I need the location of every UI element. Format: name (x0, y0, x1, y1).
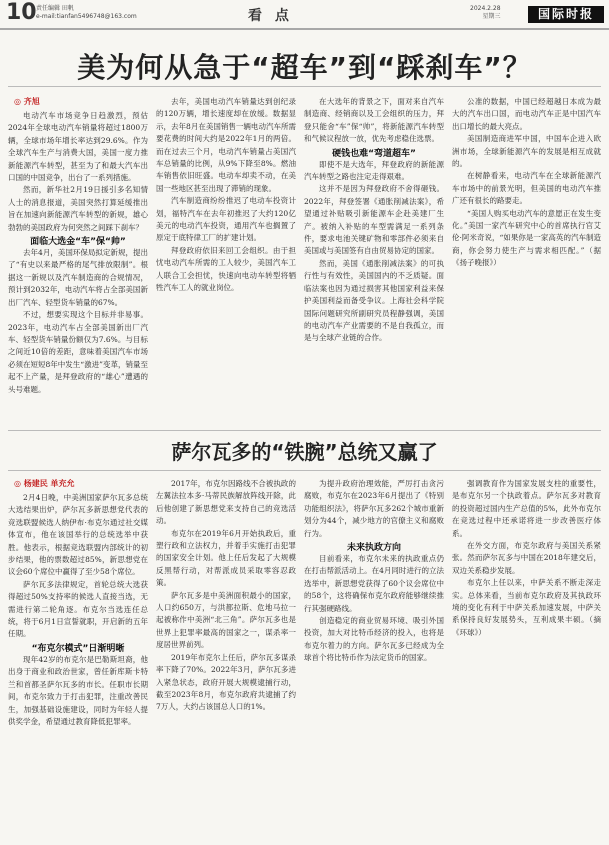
paragraph: 去年4月，美国环保局拟定新规，提出了“有史以来最严格的尾气排放限制”。根据这一新规以及汽车制造商的合规情况，预计到2032年，电动汽车将占全部美国新出厂汽车、轻型货车销量的67%。 (8, 248, 148, 307)
article2-column-1 (8, 492, 148, 837)
paragraph: 2017年，布克尔因路线不合被执政的左翼法拉本多·马蒂民族解放阵线开除，此后他创建了新思想党来支持自己的竞选活动。 (156, 479, 296, 526)
article2-column-3 (304, 478, 444, 837)
issue-date: 2024.2.28 (470, 5, 501, 12)
paragraph: 目前看来，布克尔未来的执政重点仍在打击帮派活动上。在4月同时进行的立法选举中，新思想党获得了60个议会席位中的58个，这将确保布克尔政府能够继续推行其强硬路线。 (304, 554, 444, 613)
divider (8, 86, 601, 87)
article1-column-4 (452, 96, 601, 428)
article2-column-4 (452, 478, 601, 837)
paragraph: 布克尔上任以来，中萨关系不断走深走实。总体来看，当前布克尔政府及其执政环境的变化有利于中萨关系加速发展，中萨关系保持良好发展势头，互利成果丰硕。（摘《环球》） (452, 578, 601, 637)
article2-column-2 (156, 478, 296, 837)
paragraph: 布克尔在2019年6月开始执政后，重塑行政和立法权力，并着手实施打击犯罪的国家安全计划。他上任后发起了大规模反黑帮行动，对帮派成员采取零容忍政策。 (156, 528, 296, 588)
divider (8, 430, 601, 431)
divider (8, 470, 601, 471)
paragraph: 强调教育作为国家发展支柱的重要性，是布克尔另一个执政着点。萨尔瓦多对教育的投资超过国内生产总值的5%，此外布克尔在竞选过程中还承诺将进一步改善医疗体系。 (452, 479, 601, 538)
paragraph: 为提升政府治理效能，严厉打击贪污腐败，布克尔在2023年6月提出了《特别功能组织法》，将萨尔瓦多262个城市重新划分为44个，减少地方的官僚主义和腐败行为。 (304, 479, 444, 538)
paragraph: 然而，美国《通胀削减法案》的可执行性与有效性，美国国内的不乏质疑。面临法案也因为通过损害其他国家利益来保护美国利益而备受争议。上海社会科学院国际问题研究所副研究员程静强调，美国的电动汽车产业需要的不是自我孤立，而是与全球产业链的合作。 (304, 258, 444, 343)
article2-headline: 萨尔瓦多的“铁腕”总统又赢了 (171, 440, 438, 464)
paragraph: 2月4日晚，中美洲国家萨尔瓦多总统大选结果出炉，萨尔瓦多新思想党代表的竞选联盟候选人纳伊布·布克尔通过社交媒体宣布，他在该国举行的总统选举中获胜。他表示，根据竞选联盟内部统计的初步结果，他的票数超过85%，新思想党在议会60个席位中赢得了至少58个席位。 (8, 493, 148, 577)
paragraph: 去年，美国电动汽车销量达到创纪录的120万辆，增长速度却在放缓。数据显示，去年8月在美国销售一辆电动汽车所需要花费的时间大约是2022年1月的两倍。而在过去三个月，电动汽车销量占美国汽车总销量的比例，从9%下降至8%。燃油车销售依旧旺盛。电动车却卖不动，在美国一些地区甚至出现了滞销的现象。 (156, 97, 296, 193)
paragraph: 美国制造商进军中国，中国车企进入欧洲市场，全球新能源汽车的发展是相互成就的。 (452, 134, 601, 169)
paragraph: 创造稳定的商业贸易环境、吸引外国投资，加大对比特币经济的投入，也将是布克尔着力的方向。萨尔瓦多已经成为全球首个将比特币作为法定货币的国家。 (304, 616, 444, 663)
paper-logo: 国际时报 (528, 6, 604, 23)
paragraph: 在外交方面，布克尔政府与美国关系紧张。然而萨尔瓦多与中国在2018年建交后，双边关系稳步发展。 (452, 541, 601, 575)
paragraph: 汽车制造商纷纷推迟了电动车投资计划，福特汽车在去年初推迟了大约120亿美元的电动汽车投资，通用汽车也搁置了原定于底特律工厂的扩建计划。 (156, 196, 296, 243)
issue-weekday: 星期三 (482, 13, 501, 20)
paragraph: 在大选年的背景之下，面对来自汽车制造商、经销商以及工会组织的压力，拜登只能舍“车”保“帅”，将新能源汽车转型和气候议程放一放，优先考虑稳住选票。 (304, 97, 444, 144)
paragraph: 萨尔瓦多是中美洲面积最小的国家，人口约650万，与洪都拉斯、危地马拉一起被称作中美洲“北三角”。萨尔瓦多也是世界上犯罪率最高的国家之一，谋杀率一度居世界前列。 (156, 590, 296, 650)
paragraph: 2019年布克尔上任后，萨尔瓦多谋杀率下降了70%。2022年3月，萨尔瓦多进入紧急状态，政府开展大规模逮捕行动，截至2023年8月，布克尔政府共逮捕了约7万人，大约占该国总人口的1%。 (156, 652, 296, 712)
paragraph: 拜登政府依旧来回工会组织。由于担忧电动汽车所需的工人较少，美国汽车工人联合工会担忧，快速向电动车转型将牺牲汽车工人的就业岗位。 (156, 245, 296, 293)
paragraph: 然而，新华社2月19日援引多名知情人士的消息报道，美国突然打算延缓推出旨在加速向新能源汽车转型的新规，雄心勃勃的美国政府为何突然之间踩下刹车？ (8, 185, 148, 232)
paragraph: 这并不是因为拜登政府不舍得砸钱。2022年，拜登签署《通胀削减法案》，希望通过补贴吸引新能源车企赴美建厂生产。被纳入补贴的车型需满足一系列条件，要求电池关键矿物和零部件必须来自美国或与美国签有自由贸易协定的国家。 (304, 184, 444, 256)
paragraph: “美国人购买电动汽车的意愿正在发生变化。”美国一家汽车研究中心的首席执行官艾伦·阿米奇说，“如果你是一家高英的汽车制造商，你会努力使生产与需求相匹配。”（据《扬子晚报》） (452, 208, 601, 268)
article2-byline: ◎ 杨建民 单充允 (14, 479, 75, 488)
paragraph: 即使不是大选年，拜登政府的新能源汽车转型之路也注定走得艰难。 (304, 159, 444, 182)
editor-name: 责任编辑 田帆 (36, 5, 74, 12)
subhead: 面临大选金“车”保“帅” (30, 237, 126, 248)
masthead (0, 0, 609, 30)
article1-byline: ◎ 齐旭 (14, 97, 40, 106)
article1-column-1 (8, 110, 148, 428)
subhead: 硬钱也难“弯道超车” (332, 148, 416, 159)
subhead: “布克尔模式”日渐明晰 (31, 643, 125, 654)
page-number: 10 (6, 0, 37, 25)
article1-column-2 (156, 96, 296, 428)
editor-email: e-mail:tianfan5496748@163.com (36, 13, 137, 20)
paragraph: 电动汽车市场竞争日趋激烈，预估2024年全球电动汽车销量将超过1800万辆，全球市场年增长率达到29.6%。作为全球汽车生产与消费大国，美国一度力推新能源汽车转型，甚至为了和最大汽车出口国的中国竞争，出台了一系列措施。 (8, 111, 148, 183)
paragraph: 公准的数据，中国已经超越日本成为最大的汽车出口国，而电动汽车正是中国汽车出口增长的最大亮点。 (452, 97, 601, 131)
paragraph: 不过，想要实现这个目标并非易事。2023年，电动汽车占全部美国新出厂汽车、轻型货车销量份额仅为7.6%。与目标之间近10倍的差距，意味着美国汽车市场必须在短短8年中发生“激进”变革，销量至起不上产量，是拜登政府的“雄心”遭遇的头号难题。 (8, 310, 148, 394)
section-title: 看 点 (248, 8, 293, 24)
issue-date-block (470, 5, 501, 21)
paragraph: 在树静看来，电动汽车在全球新能源汽车市场中的前景光明，但美国的电动汽车推广还有很长的路要走。 (452, 171, 601, 206)
paragraph: 萨尔瓦多法律规定，首轮总统大选获得超过50%支持率的候选人直接当选，无需进行第二轮角逐。布克尔当选连任总统，将于6月1日宣誓就职，开启新的五年任期。 (8, 579, 148, 639)
paragraph: 现年42岁的布克尔是巴勒斯坦裔，他出身于商业和政治世家，曾任新库斯卡特兰和首都圣萨尔瓦多的市长。任职市长期间，布克尔致力于打击犯罪，注重改善民生，加强基础设施建设，同时为年轻人提供奖学金，希望通过教育降低犯罪率。 (8, 654, 148, 726)
subhead: 未来执政方向 (346, 543, 401, 554)
editor-info (36, 5, 137, 21)
article1-headline: 美为何从急于“超车”到“踩刹车”？ (77, 51, 532, 84)
article1-column-3 (304, 96, 444, 428)
